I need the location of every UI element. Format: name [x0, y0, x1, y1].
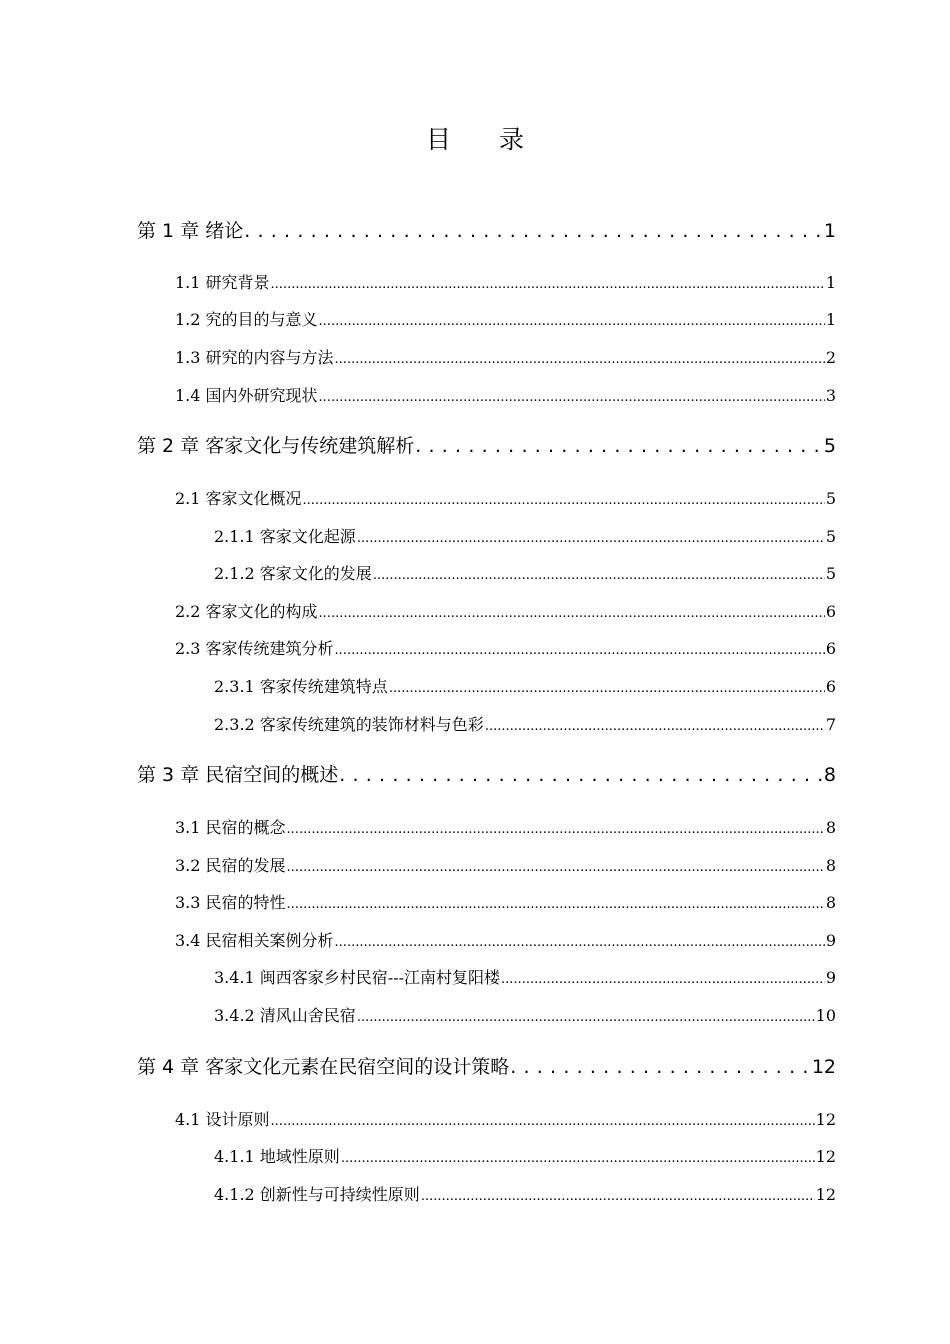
dot-leader: [319, 600, 825, 626]
toc-entry-section[interactable]: [175, 929, 836, 953]
dot-leader: [287, 816, 825, 842]
toc-entry-label: 第 1 章 绪论: [137, 220, 244, 242]
dot-leader: [485, 713, 825, 739]
dot-leader: [357, 1004, 815, 1030]
dot-leader: [341, 1145, 815, 1171]
toc-entry-label: 2.3.2 客家传统建筑的装饰材料与色彩: [214, 715, 484, 734]
toc-entry-label: 2.1.1 客家文化起源: [214, 527, 356, 546]
toc-entry-page: 3: [825, 386, 836, 405]
toc-entry-section[interactable]: [175, 600, 836, 624]
dot-leader: [335, 929, 825, 955]
toc-entry-page: 5: [825, 527, 836, 546]
dot-leader: [271, 1108, 815, 1134]
toc-entry-page: 1: [823, 220, 836, 242]
toc-entry-section[interactable]: [175, 1108, 836, 1132]
toc-entry-subsection[interactable]: [214, 675, 836, 699]
toc-entry-page: 9: [825, 931, 836, 950]
toc-entry-page: 6: [825, 639, 836, 658]
toc-entry-page: 10: [815, 1006, 836, 1025]
dot-leader: [335, 346, 825, 372]
toc-entry-page: 12: [815, 1185, 836, 1204]
toc-entry-chapter[interactable]: [137, 1052, 836, 1082]
dot-leader: [339, 760, 823, 790]
toc-entry-page: 12: [815, 1147, 836, 1166]
dot-leader: [373, 562, 825, 588]
toc-entry-subsection[interactable]: [214, 713, 836, 737]
toc-entry-label: 第 4 章 客家文化元素在民宿空间的设计策略: [137, 1056, 510, 1078]
toc-entry-label: 2.2 客家文化的构成: [175, 602, 318, 621]
toc-entry-page: 8: [825, 856, 836, 875]
dot-leader: [421, 1183, 815, 1209]
toc-entry-subsection[interactable]: [214, 1145, 836, 1169]
toc-entry-page: 9: [825, 968, 836, 987]
toc-entry-subsection[interactable]: [214, 966, 836, 990]
toc-entry-subsection[interactable]: [214, 525, 836, 549]
toc-entry-page: 2: [825, 348, 836, 367]
toc-entry-page: 5: [825, 564, 836, 583]
toc-entry-chapter[interactable]: [137, 216, 836, 246]
toc-entry-label: 3.4 民宿相关案例分析: [175, 931, 334, 950]
dot-leader: [389, 675, 825, 701]
toc-entry-subsection[interactable]: [214, 562, 836, 586]
toc-entry-chapter[interactable]: [137, 760, 836, 790]
toc-entry-label: 1.1 研究背景: [175, 273, 270, 292]
toc-entry-label: 4.1 设计原则: [175, 1110, 270, 1129]
dot-leader: [271, 271, 825, 297]
toc-entry-label: 4.1.1 地域性原则: [214, 1147, 340, 1166]
toc-entry-page: 7: [825, 715, 836, 734]
page-title: 目 录: [426, 125, 544, 154]
dot-leader: [319, 308, 825, 334]
toc-entry-section[interactable]: [175, 308, 836, 332]
dot-leader: [357, 525, 825, 551]
toc-entry-section[interactable]: [175, 346, 836, 370]
toc-entry-page: 1: [825, 273, 836, 292]
dot-leader: [501, 966, 825, 992]
toc-entry-section[interactable]: [175, 816, 836, 840]
toc-entry-label: 1.4 国内外研究现状: [175, 386, 318, 405]
toc-entry-label: 第 3 章 民宿空间的概述: [137, 764, 339, 786]
dot-leader: [510, 1052, 811, 1082]
toc-entry-page: 8: [825, 818, 836, 837]
toc-entry-page: 1: [825, 310, 836, 329]
toc-entry-label: 2.3 客家传统建筑分析: [175, 639, 334, 658]
toc-entry-page: 6: [825, 602, 836, 621]
dot-leader: [287, 891, 825, 917]
toc-entry-label: 4.1.2 创新性与可持续性原则: [214, 1185, 420, 1204]
toc-entry-page: 12: [811, 1056, 836, 1078]
toc-entry-label: 第 2 章 客家文化与传统建筑解析: [137, 435, 415, 457]
toc-entry-chapter[interactable]: [137, 431, 836, 461]
toc-entry-label: 1.2 究的目的与意义: [175, 310, 318, 329]
toc-entry-section[interactable]: [175, 891, 836, 915]
toc-entry-label: 3.3 民宿的特性: [175, 893, 286, 912]
toc-entry-page: 5: [825, 489, 836, 508]
toc-entry-page: 12: [815, 1110, 836, 1129]
toc-entry-section[interactable]: [175, 854, 836, 878]
toc-entry-label: 3.4.1 闽西客家乡村民宿---江南村复阳楼: [214, 968, 501, 987]
toc-entry-page: 5: [823, 435, 836, 457]
dot-leader: [287, 854, 825, 880]
dot-leader: [244, 216, 823, 246]
toc-entry-page: 6: [825, 677, 836, 696]
toc-entry-label: 3.1 民宿的概念: [175, 818, 286, 837]
toc-entry-label: 3.4.2 清风山舍民宿: [214, 1006, 356, 1025]
toc-entry-page: 8: [823, 764, 836, 786]
toc-entry-label: 2.3.1 客家传统建筑特点: [214, 677, 388, 696]
dot-leader: [303, 487, 825, 513]
toc-entry-label: 2.1 客家文化概况: [175, 489, 302, 508]
toc-entry-label: 2.1.2 客家文化的发展: [214, 564, 372, 583]
toc-entry-page: 8: [825, 893, 836, 912]
toc-entry-section[interactable]: [175, 384, 836, 408]
toc-entry-section[interactable]: [175, 271, 836, 295]
dot-leader: [319, 384, 825, 410]
dot-leader: [335, 637, 825, 663]
toc-entry-subsection[interactable]: [214, 1004, 836, 1028]
dot-leader: [415, 431, 823, 461]
toc-entry-label: 1.3 研究的内容与方法: [175, 348, 334, 367]
toc-entry-section[interactable]: [175, 487, 836, 511]
toc-entry-subsection[interactable]: [214, 1183, 836, 1207]
toc-entry-section[interactable]: [175, 637, 836, 661]
toc-entry-label: 3.2 民宿的发展: [175, 856, 286, 875]
